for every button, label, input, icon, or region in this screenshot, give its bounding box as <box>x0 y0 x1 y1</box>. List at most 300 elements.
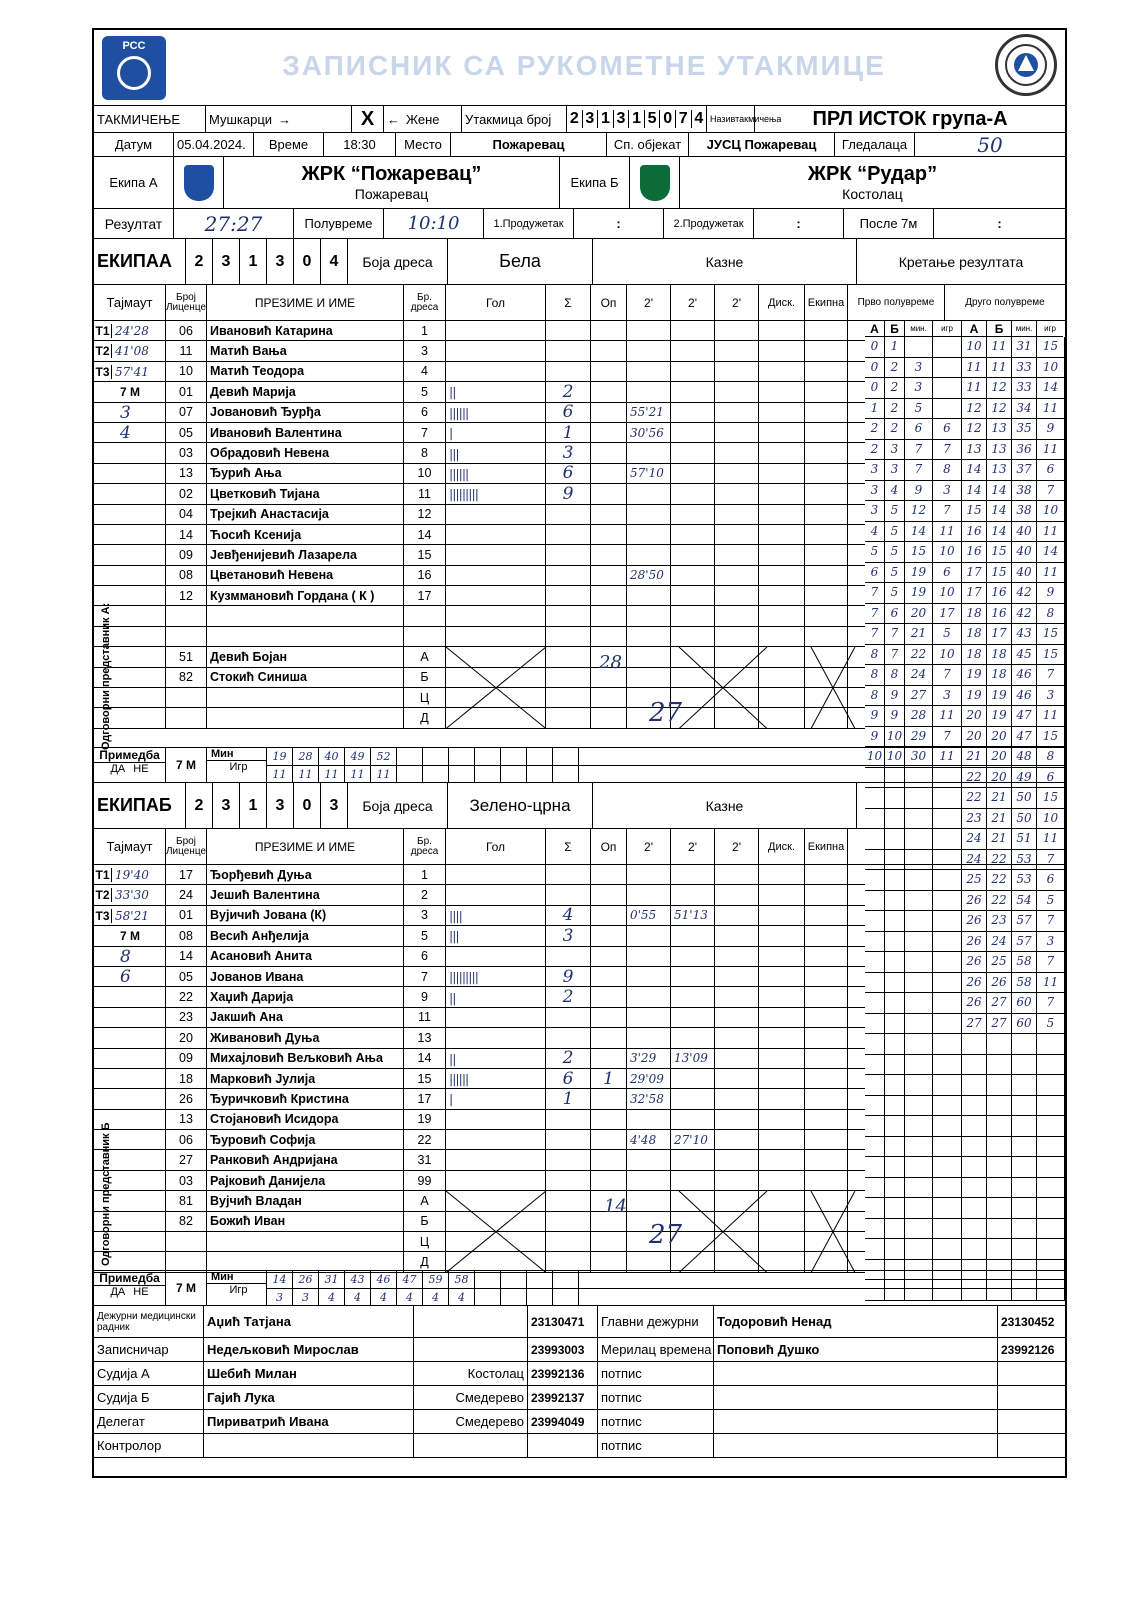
progress-cell: 11 <box>987 358 1012 379</box>
progress-cell: 11 <box>1037 563 1065 584</box>
sevenm-player <box>527 766 553 783</box>
progress-cell <box>962 1280 987 1301</box>
player-row <box>94 627 865 647</box>
progress-cell: 21 <box>987 788 1012 809</box>
warning-cell <box>591 423 627 442</box>
progress-cell: 9 <box>865 727 885 748</box>
progress-cell <box>933 1260 962 1281</box>
timeout-time: 57'41 <box>115 364 149 379</box>
team-a-title <box>94 239 186 284</box>
staff-city: Смедерево <box>414 1410 528 1433</box>
after-7m-label: После 7м <box>844 209 934 238</box>
staff-city <box>414 1338 528 1361</box>
match-number-label: Утакмица број <box>462 106 567 132</box>
col-2min: 2' <box>671 829 715 864</box>
progress-cell: 17 <box>987 624 1012 645</box>
progress_h1-row <box>865 1157 962 1178</box>
timeout-entry <box>94 906 166 926</box>
progress-cell <box>933 1014 962 1035</box>
col-name: ПРЕЗИМЕ И ИМЕ <box>207 829 404 864</box>
warning-cell <box>591 1252 627 1271</box>
remark-no-option[interactable]: НЕ <box>133 763 149 775</box>
sevenm-handwritten: 8 <box>120 946 131 967</box>
warning-cell <box>591 1232 627 1251</box>
penalty-2min-2: 51'13 <box>671 906 715 925</box>
progress-cell <box>885 1034 905 1055</box>
team-a-representative-label: Одговорни представник А: <box>100 602 112 750</box>
competition-row <box>94 105 1065 133</box>
staff-name-right <box>714 1434 998 1457</box>
progress-cell <box>962 1137 987 1158</box>
player-row <box>94 382 865 402</box>
penalty-2min-3 <box>715 1171 759 1190</box>
staff-license-right <box>998 1362 1065 1385</box>
jersey-number: 11 <box>404 1008 446 1027</box>
progress-cell <box>885 1280 905 1301</box>
staff-license-right <box>998 1410 1065 1433</box>
progress-cell: 38 <box>1012 481 1037 502</box>
progress-cell: 21 <box>987 809 1012 830</box>
license-cell: 01 <box>166 906 207 925</box>
progress-cell <box>933 1137 962 1158</box>
team-a-total-goals: 27 <box>649 698 683 728</box>
info-row <box>94 133 1065 157</box>
player-name <box>207 606 404 625</box>
jersey-number: 19 <box>404 1110 446 1129</box>
player-name: Јакшић Ана <box>207 1008 404 1027</box>
warning-cell <box>591 1089 627 1108</box>
disqualification-cell <box>759 403 805 422</box>
goal-tally <box>446 525 546 544</box>
timeout-cell <box>94 1028 166 1047</box>
penalty-2min-1 <box>627 321 671 340</box>
license-cell: 05 <box>166 967 207 986</box>
progress-player-header: игр <box>1037 321 1063 337</box>
progress-cell: 45 <box>1012 645 1037 666</box>
penalty-2min-1 <box>627 586 671 605</box>
goal-tally: |||||| <box>446 403 546 422</box>
col-second-half: Друго полувреме <box>965 297 1045 308</box>
license-cell: 18 <box>166 1069 207 1088</box>
team-letter: Б <box>158 795 172 815</box>
officials-block <box>94 1306 1065 1458</box>
progress-cell: 26 <box>962 911 987 932</box>
progress_h1-row <box>865 727 962 748</box>
progress-cell: 7 <box>1037 665 1065 686</box>
col-timeout: Тајмаут <box>94 285 166 320</box>
progress-cell: 17 <box>933 604 962 625</box>
disqualification-cell <box>759 1069 805 1088</box>
progress-cell <box>987 1219 1012 1240</box>
progress-cell: 5 <box>885 542 905 563</box>
progress-cell <box>905 1157 933 1178</box>
progress_h2-row <box>962 1034 1065 1055</box>
progress-cell <box>885 1096 905 1117</box>
team-b-player-list <box>94 865 865 1273</box>
team-b-label: Екипа Б <box>560 157 630 208</box>
timeout-label: Т2 <box>94 344 112 358</box>
col-sum: Σ <box>546 829 591 864</box>
sevenm-minute <box>475 748 501 765</box>
minute-label: Мин <box>207 748 266 761</box>
player-name: Божић Иван <box>207 1212 404 1231</box>
progress-cell <box>933 1157 962 1178</box>
progress-cell: 37 <box>1012 460 1037 481</box>
disqualification-cell <box>759 464 805 483</box>
progress-cell: 27 <box>905 686 933 707</box>
license-cell: 06 <box>166 321 207 340</box>
progress_h1-row <box>865 788 962 809</box>
player-row <box>94 423 865 443</box>
player-row <box>94 947 865 967</box>
jersey-number: 10 <box>404 464 446 483</box>
overtime1-value: : <box>574 209 664 238</box>
goal-sum <box>546 947 591 966</box>
place-label: Место <box>396 133 451 156</box>
goal-sum <box>546 505 591 524</box>
progress_h1-row <box>865 481 962 502</box>
match-digit: 3 <box>583 110 599 128</box>
progress-cell: 10 <box>933 542 962 563</box>
progress-cell: 7 <box>865 583 885 604</box>
player-name: Асановић Анита <box>207 947 404 966</box>
progress_h2-row <box>962 358 1065 379</box>
progress-cell: 30 <box>905 747 933 768</box>
penalty-2min-3 <box>715 341 759 360</box>
progress-cell: 7 <box>1037 952 1065 973</box>
goal-sum <box>546 688 591 707</box>
col-2min: 2' <box>627 829 671 864</box>
goal-tally <box>446 1150 546 1169</box>
team-penalty-cell <box>805 885 848 904</box>
progress_h1-row <box>865 501 962 522</box>
penalty-2min-2 <box>671 967 715 986</box>
progress-cell <box>1037 1157 1065 1178</box>
progress-cell <box>962 1075 987 1096</box>
progress-cell: 20 <box>962 727 987 748</box>
remark-yes-no <box>110 763 148 775</box>
progress-cell: 6 <box>933 419 962 440</box>
timeout-cell <box>94 987 166 1006</box>
progress-cell: 6 <box>1037 460 1065 481</box>
match-digit: 4 <box>694 110 704 127</box>
progress-cell: 14 <box>987 522 1012 543</box>
penalty-2min-2 <box>671 586 715 605</box>
goal-tally: | <box>446 1089 546 1108</box>
player-row <box>94 906 865 926</box>
progress_h1-row <box>865 1014 962 1035</box>
penalty-2min-1 <box>627 1028 671 1047</box>
penalty-2min-2 <box>671 362 715 381</box>
goal-sum <box>546 566 591 585</box>
progress-cell: 3 <box>933 481 962 502</box>
progress-cell: 7 <box>933 440 962 461</box>
progress-cell: 16 <box>962 542 987 563</box>
penalty-2min-3 <box>715 545 759 564</box>
penalty-2min-2 <box>671 505 715 524</box>
progress_h2-row <box>962 1280 1065 1301</box>
progress_h1-row <box>865 399 962 420</box>
player-row <box>94 885 865 905</box>
progress-cell: 14 <box>962 481 987 502</box>
progress-cell: 9 <box>885 706 905 727</box>
penalty-2min-2 <box>671 947 715 966</box>
progress_h2-row <box>962 419 1065 440</box>
penalty-2min-3 <box>715 1110 759 1129</box>
goal-sum <box>546 885 591 904</box>
player-name: Живановић Дуња <box>207 1028 404 1047</box>
staff-name-right <box>714 1362 998 1385</box>
player-name <box>207 688 404 707</box>
jersey-number: А <box>404 1191 446 1210</box>
progress_h1-row <box>865 993 962 1014</box>
progress-cell: 18 <box>962 624 987 645</box>
progress-cell: 3 <box>905 358 933 379</box>
progress-cell <box>905 891 933 912</box>
progress-cell <box>1012 1280 1037 1301</box>
progress-cell <box>987 1280 1012 1301</box>
progress_h1-row <box>865 1260 962 1281</box>
progress-cell: 50 <box>1012 809 1037 830</box>
timeout-cell <box>94 1069 166 1088</box>
progress_h1-row <box>865 563 962 584</box>
progress-cell <box>1012 1075 1037 1096</box>
progress_h1-row <box>865 1198 962 1219</box>
player-name: Цветковић Тијана <box>207 484 404 503</box>
remark-no-option[interactable]: НЕ <box>133 1286 149 1298</box>
license-cell: 07 <box>166 403 207 422</box>
sevenm-player <box>423 766 449 783</box>
staff-license-right <box>998 1386 1065 1409</box>
player-name: Јевђенијевић Лазарела <box>207 545 404 564</box>
player-label: Игр <box>229 1284 248 1296</box>
progress-cell <box>905 1198 933 1219</box>
warning-cell <box>591 1110 627 1129</box>
license-cell: 24 <box>166 885 207 904</box>
timeout-cell <box>94 484 166 503</box>
match-digit: 1 <box>598 110 614 128</box>
team-a-crest-icon <box>184 165 214 201</box>
staff-name: Аџић Татјана <box>204 1306 414 1337</box>
remark-yes-option[interactable]: ДА <box>110 763 126 775</box>
progress-cell: 14 <box>962 460 987 481</box>
team-penalty-cell <box>805 586 848 605</box>
goal-tally <box>446 321 546 340</box>
player-row <box>94 362 865 382</box>
license-cell: 02 <box>166 484 207 503</box>
disqualification-cell <box>759 947 805 966</box>
goal-tally <box>446 1130 546 1149</box>
team-penalty-cell <box>805 1049 848 1068</box>
goal-sum <box>546 1008 591 1027</box>
player-row <box>94 566 865 586</box>
goal-sum: 2 <box>546 382 591 401</box>
progress-cell <box>987 1137 1012 1158</box>
progress_h2-row <box>962 932 1065 953</box>
progress-cell: 42 <box>1012 583 1037 604</box>
progress-cell: 15 <box>962 501 987 522</box>
player-name: Ђуричковић Кристина <box>207 1089 404 1108</box>
penalty-2min-3 <box>715 926 759 945</box>
team-code-digit: 0 <box>294 783 321 828</box>
place-value: Пожаревац <box>451 133 607 156</box>
progress-cell: 15 <box>1037 624 1065 645</box>
sevenm-player: 11 <box>267 766 293 783</box>
progress-cell: 0 <box>865 337 885 358</box>
warning-cell <box>591 885 627 904</box>
goal-tally: || <box>446 1049 546 1068</box>
license-cell: 12 <box>166 586 207 605</box>
sevenm-player: 4 <box>371 1289 397 1306</box>
remark-yes-option[interactable]: ДА <box>110 1286 126 1298</box>
league-name: ПРЛ ИСТОК група-А <box>812 107 1008 130</box>
col-license: Број Лиценце <box>166 285 207 320</box>
team-a-player-list <box>94 321 865 729</box>
jersey-number: Д <box>404 1252 446 1271</box>
progress-cell: 3 <box>933 686 962 707</box>
progress-cell <box>865 1178 885 1199</box>
jersey-number: Ц <box>404 1232 446 1251</box>
progress-cell: 14 <box>1037 542 1065 563</box>
penalty-2min-1 <box>627 382 671 401</box>
progress-cell <box>962 1178 987 1199</box>
progress-cell <box>962 1034 987 1055</box>
progress-cell: 7 <box>1037 993 1065 1014</box>
goal-tally: || <box>446 382 546 401</box>
progress-cell: 3 <box>1037 686 1065 707</box>
license-cell <box>166 688 207 707</box>
penalty-2min-2 <box>671 403 715 422</box>
col-jersey: Бр. дреса <box>404 285 446 320</box>
progress-cell: 22 <box>987 870 1012 891</box>
progress-cell: 38 <box>1012 501 1037 522</box>
progress-cell: 9 <box>865 706 885 727</box>
jersey-number: 9 <box>404 987 446 1006</box>
match-digit: 2 <box>567 110 583 128</box>
sevenm-minute <box>527 1271 553 1288</box>
penalty-2min-1 <box>627 525 671 544</box>
progress-cell <box>933 1075 962 1096</box>
team-a-columns <box>94 285 1065 321</box>
progress-cell <box>1012 1260 1037 1281</box>
progress-cell: 7 <box>933 501 962 522</box>
jersey-number: Ц <box>404 688 446 707</box>
warning-cell <box>591 382 627 401</box>
warning-cell <box>591 586 627 605</box>
match-digit: 7 <box>676 110 692 128</box>
sevenm-minute <box>527 748 553 765</box>
team-b-title <box>94 783 186 828</box>
penalty-2min-3 <box>715 1089 759 1108</box>
penalty-2min-1 <box>627 1150 671 1169</box>
timeout-label: Т1 <box>94 868 112 882</box>
timeout-cell <box>94 525 166 544</box>
progress-cell: 6 <box>933 563 962 584</box>
progress-cell: 26 <box>962 932 987 953</box>
disqualification-cell <box>759 926 805 945</box>
progress-cell <box>962 1219 987 1240</box>
progress-cell: 17 <box>962 583 987 604</box>
sevenm-minute <box>501 748 527 765</box>
kit-color-label: Боја дреса <box>348 239 448 284</box>
progress-cell <box>933 1096 962 1117</box>
goal-tally: |||| <box>446 906 546 925</box>
progress-cell <box>905 911 933 932</box>
penalty-2min-3 <box>715 906 759 925</box>
progress-cell <box>933 1280 962 1301</box>
penalty-2min-2 <box>671 341 715 360</box>
player-row <box>94 484 865 504</box>
progress-cell <box>933 911 962 932</box>
progress-cell <box>885 850 905 871</box>
progress-cell: 13 <box>987 460 1012 481</box>
timeout-time: 41'08 <box>115 344 149 359</box>
progress-cell: 16 <box>962 522 987 543</box>
warning-cell <box>591 403 627 422</box>
timeout-entry <box>94 885 166 905</box>
staff-city <box>414 1434 528 1457</box>
match-record-sheet <box>92 28 1067 1478</box>
sevenm-minute <box>449 748 475 765</box>
team-b-officials-warning: 14 <box>604 1196 627 1217</box>
sevenm-title: 7 М <box>119 385 140 400</box>
penalty-2min-1 <box>627 865 671 884</box>
progress_h1-row <box>865 1034 962 1055</box>
progress_h1-row <box>865 1055 962 1076</box>
penalty-2min-1 <box>627 987 671 1006</box>
timeout-cell <box>94 505 166 524</box>
timeout-time: 24'28 <box>115 324 149 338</box>
progress-cell: 46 <box>1012 665 1037 686</box>
warning-cell <box>591 484 627 503</box>
progress-cell <box>905 1219 933 1240</box>
progress-cell: 42 <box>1012 604 1037 625</box>
penalty-2min-3 <box>715 885 759 904</box>
progress-cell <box>865 1239 885 1260</box>
jersey-number <box>404 627 446 646</box>
jersey-number: 5 <box>404 382 446 401</box>
team-b-city: Костолац <box>842 186 903 202</box>
officials-2min-cross <box>679 1191 767 1273</box>
license-cell: 26 <box>166 1089 207 1108</box>
team-penalty-cell <box>805 865 848 884</box>
progress-cell: 22 <box>987 850 1012 871</box>
player-label: Игр <box>229 761 248 773</box>
team-penalty-cell <box>805 967 848 986</box>
jersey-number: 99 <box>404 1171 446 1190</box>
penalty-2min-2: 13'09 <box>671 1049 715 1068</box>
goal-sum: 1 <box>546 1089 591 1108</box>
arrow-right-icon: → <box>278 111 292 127</box>
player-row <box>94 464 865 484</box>
warning-cell <box>591 1171 627 1190</box>
jersey-number: 8 <box>404 443 446 462</box>
halftime-label: Полувреме <box>294 209 384 238</box>
col-2min: 2' <box>715 285 759 320</box>
player-name: Рајковић Данијела <box>207 1171 404 1190</box>
progress-cell <box>933 850 962 871</box>
penalty-2min-1 <box>627 545 671 564</box>
player-name: Трејкић Анастасија <box>207 505 404 524</box>
goal-sum <box>546 341 591 360</box>
goal-sum <box>546 1212 591 1231</box>
progress-cell: 10 <box>1037 501 1065 522</box>
penalty-2min-1: 3'29 <box>627 1049 671 1068</box>
timeout-label: Т3 <box>94 365 112 379</box>
venue-label: Сп. објекат <box>607 133 689 156</box>
progress_h1-row <box>865 1116 962 1137</box>
staff-role: Записничар <box>94 1338 204 1361</box>
